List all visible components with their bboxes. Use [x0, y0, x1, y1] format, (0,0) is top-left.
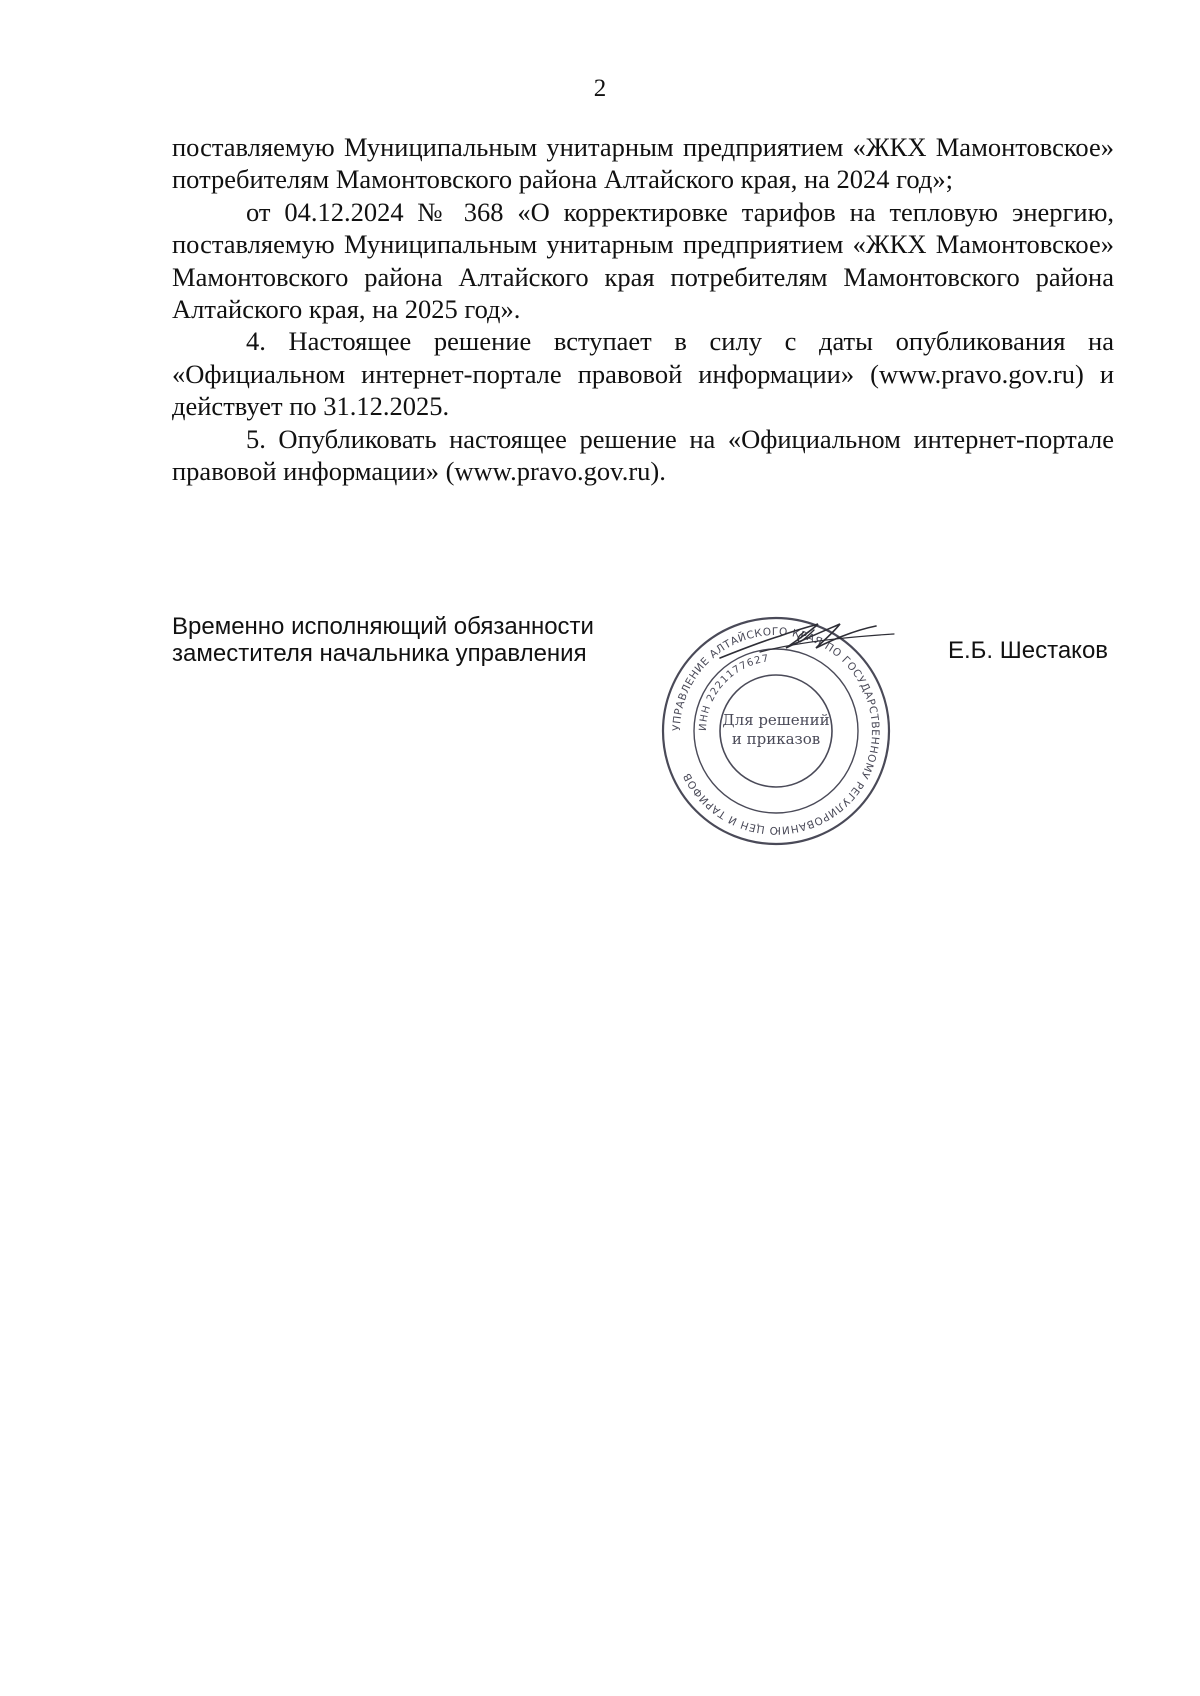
- seal-outer-text-path: УПРАВЛЕНИЕ АЛТАЙСКОГО КРАЯ ПО ГОСУДАРСТВЕННОМУ РЕГУЛИРОВАНИЮ ЦЕН И ТАРИФОВ: [670, 625, 882, 837]
- seal-center-text-2: и приказов: [731, 730, 821, 748]
- signatory-position: [172, 613, 594, 667]
- signatory-name: Е.Б. Шестаков: [948, 637, 1109, 664]
- paragraph-item-5: 5. Опубликовать настоящее решение на «Официальном интернет-портале правовой информации» (www.pravo.gov.ru).: [172, 423, 1114, 487]
- signatory-position-line-2: заместителя начальника управления: [172, 640, 587, 667]
- seal-inner-text-path: ИНН 2221177627: [697, 653, 771, 732]
- paragraph-item-4: 4. Настоящее решение вступает в силу с даты опубликования на «Официальном интернет-портале правовой информации» (www.pravo.gov.ru) и действует по 31.12.2025.: [172, 326, 1114, 422]
- paragraph-decision-368: от 04.12.2024 № 368 «О корректировке тарифов на тепловую энергию, поставляемую Муниципальным унитарным предприятием «ЖКХ Мамонтовское» Мамонтовского района Алтайского края потребителям Мамонтовского района Алтайского края, на 2025 год».: [172, 196, 1114, 325]
- signatory-position-line-1: Временно исполняющий обязанности: [172, 613, 594, 640]
- seal-center-text-1: Для решений: [722, 711, 830, 729]
- page-number: 2: [593, 75, 607, 102]
- paragraph-continuation: поставляемую Муниципальным унитарным предприятием «ЖКХ Мамонтовское» потребителям Мамонтовского района Алтайского края, на 2024 год»;: [172, 132, 1114, 195]
- handwritten-signature: [700, 612, 900, 672]
- document-body: [172, 131, 1114, 487]
